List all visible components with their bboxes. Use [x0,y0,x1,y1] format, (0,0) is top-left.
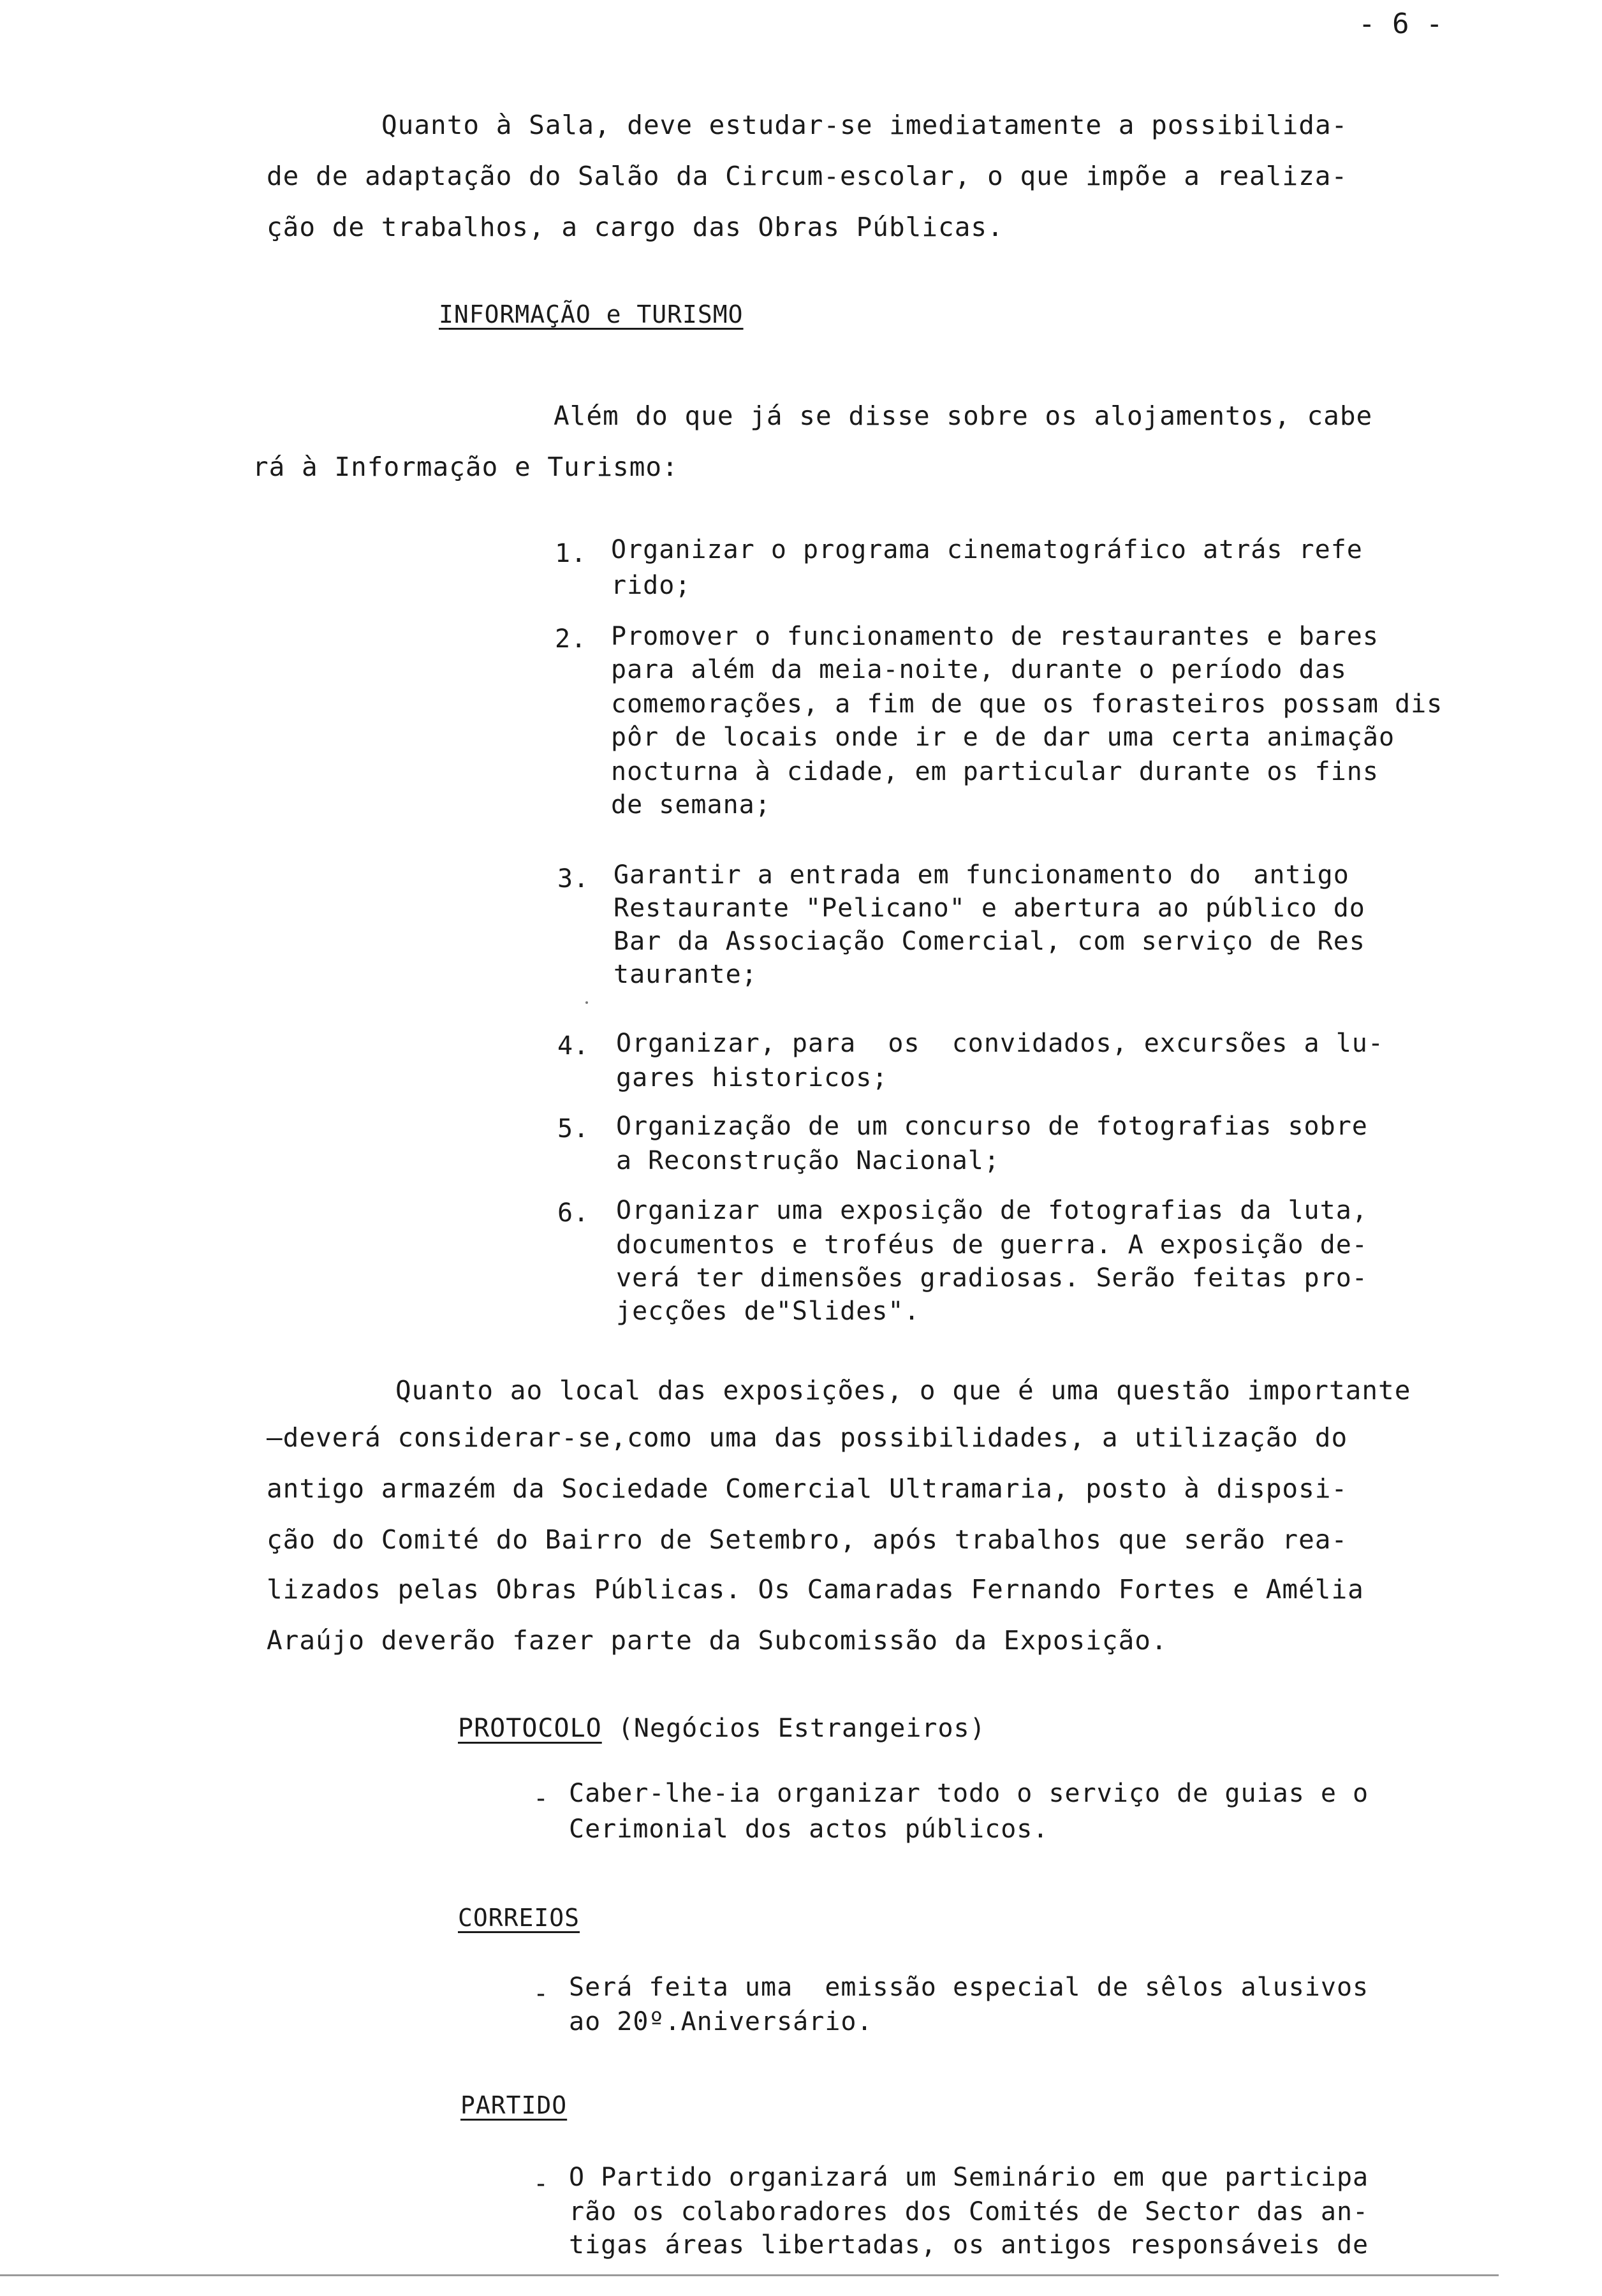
item-number: 2. [555,624,587,654]
item-number: 6. [557,1198,590,1228]
text-line: Será feita uma emissão especial de sêlos alusivos [569,1973,1369,2002]
text-line: Bar da Associação Comercial, com serviço de Res [614,927,1365,956]
item-number: 1. [555,539,587,568]
text-line: de de adaptação do Salão da Circum-escolar, o que impõe a realiza- [267,161,1348,191]
section-heading-line [458,1716,986,1741]
text-line: antigo armazém da Sociedade Comercial Ultramaria, posto à disposi- [267,1473,1348,1504]
text-line: rão os colaboradores dos Comités de Sector das an- [569,2197,1369,2226]
text-line: Organizar o programa cinematográfico atrás refe [611,535,1363,564]
text-line: comemorações, a fim de que os forasteiros possam dis [611,689,1443,719]
text-line: tigas áreas libertadas, os antigos responsáveis de [569,2230,1369,2260]
section-heading-suffix: (Negócios Estrangeiros) [601,1714,986,1743]
text-line: Caber-lhe-ia organizar todo o serviço de guias e o [569,1779,1369,1808]
item-number: 3. [557,864,590,894]
text-line: Organização de um concurso de fotografias sobre [616,1112,1368,1141]
section-heading: CORREIOS [458,1904,580,1932]
text-line: verá ter dimensões gradiosas. Serão feitas pro- [616,1263,1368,1293]
text-line: ção de trabalhos, a cargo das Obras Públicas. [267,212,1004,242]
dash-bullet: - [533,1979,550,2008]
text-line: Araújo deverão fazer parte da Subcomissão da Exposição. [267,1625,1168,1656]
text-line: de semana; [611,790,771,820]
text-line: a Reconstrução Nacional; [616,1146,1000,1175]
text-line: Cerimonial dos actos públicos. [569,1814,1049,1844]
item-number: 5. [557,1114,590,1144]
section-heading: PROTOCOLO [458,1714,602,1743]
text-line: taurante; [614,960,758,989]
text-line: para além da meia-noite, durante o período das [611,655,1347,684]
text-line: Organizar, para os convidados, excursões a lu- [616,1029,1384,1058]
dash-bullet: - [533,2169,550,2198]
text-line: pôr de locais onde ir e de dar uma certa animação [611,723,1395,752]
text-line: O Partido organizará um Seminário em que participa [569,2163,1369,2192]
text-line: Garantir a entrada em funcionamento do antigo [614,860,1349,890]
text-line: ção do Comité do Bairro de Setembro, após trabalhos que serão rea- [267,1524,1348,1555]
text-line: ao 20º.Aniversário. [569,2007,873,2036]
text-line: Promover o funcionamento de restaurantes e bares [611,622,1379,651]
text-line: documentos e troféus de guerra. A exposição de- [616,1230,1368,1260]
text-line: Restaurante "Pelicano" e abertura ao público do [614,894,1365,923]
text-line: rido; [611,571,691,600]
text-line: nocturna à cidade, em particular durante os fins [611,757,1379,786]
text-line: Organizar uma exposição de fotografias da luta, [616,1196,1368,1225]
scan-edge-line [0,2274,1499,2276]
text-line: Além do que já se disse sobre os alojamentos, cabe [554,401,1373,431]
text-line: lizados pelas Obras Públicas. Os Camaradas Fernando Fortes e Amélia [267,1574,1364,1605]
section-heading: PARTIDO [460,2091,568,2119]
scan-speck [585,1001,588,1004]
text-line: gares historicos; [616,1063,888,1093]
section-heading: INFORMAÇÃO e TURISMO [439,300,744,328]
item-number: 4. [557,1031,590,1061]
text-line: rá à Informação e Turismo: [253,452,679,482]
dash-bullet: - [533,1784,550,1813]
text-line: Quanto ao local das exposições, o que é uma questão importante [395,1375,1411,1406]
page-number: - 6 - [1358,8,1443,40]
text-line: —deverá considerar-se,como uma das possibilidades, a utilização do [267,1422,1348,1453]
text-line: jecções de"Slides". [616,1297,920,1326]
text-line: Quanto à Sala, deve estudar-se imediatamente a possibilida- [381,110,1348,140]
